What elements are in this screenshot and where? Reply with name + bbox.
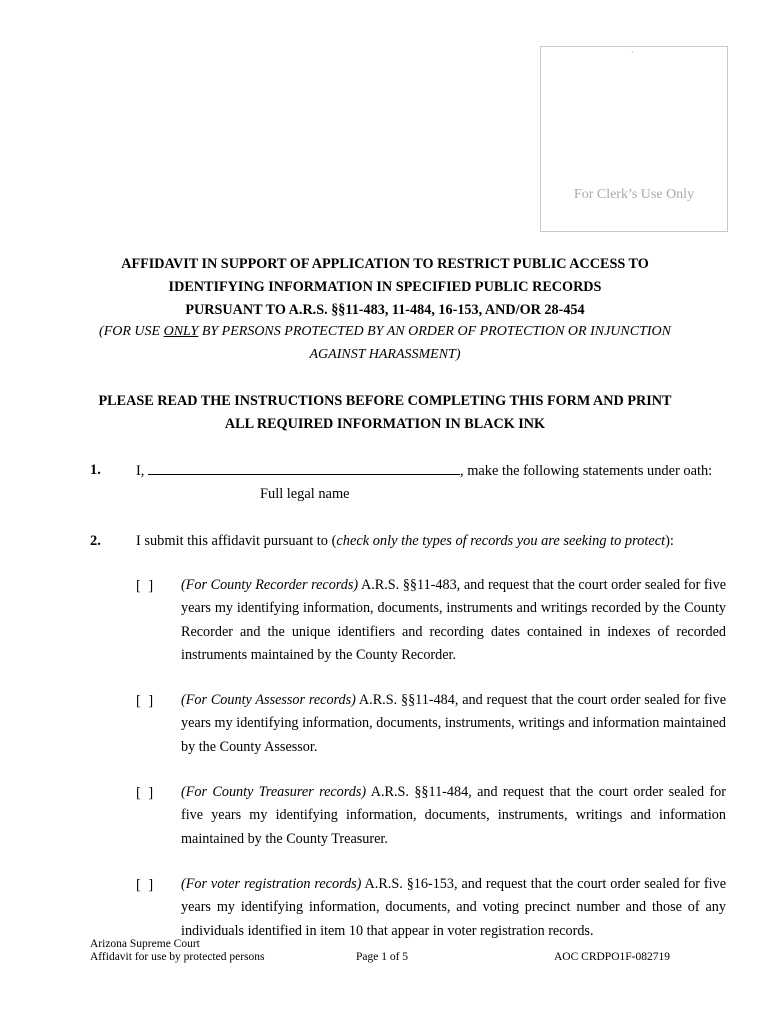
option-text: A.R.S. §§11-483, and request that the court order sealed for five years my identifying information, documents, instruments and writings recorded by the County Recorder and the unique identifiers and recording dates contained in indexes of recorded instruments maintained by the County Recorder. [181, 577, 726, 663]
subtitle-pre: (FOR USE [99, 324, 164, 339]
title-line-3: PURSUANT TO A.R.S. §§11-483, 11-484, 16-153, AND/OR 28-454 [185, 302, 585, 318]
item-2-text-post: ): [665, 533, 674, 549]
county-assessor-option [181, 689, 726, 759]
option-label: (For County Assessor records) [181, 692, 356, 708]
title-line-2: IDENTIFYING INFORMATION IN SPECIFIED PUBLIC RECORDS [168, 279, 602, 295]
title-line-1: AFFIDAVIT IN SUPPORT OF APPLICATION TO RESTRICT PUBLIC ACCESS TO [121, 256, 649, 272]
item-2-text-pre: I submit this affidavit pursuant to ( [136, 533, 337, 549]
option-label: (For County Recorder records) [181, 577, 359, 593]
clerk-use-label: For Clerk’s Use Only [573, 187, 695, 202]
subtitle-only: ONLY [163, 324, 199, 339]
item-1-prefix: I, [136, 463, 148, 479]
county-treasurer-checkbox[interactable]: [ ] [136, 785, 156, 801]
clerk-box-mark: ` [631, 50, 634, 60]
footer-page-number: Page 1 of 5 [356, 951, 409, 963]
full-legal-name-caption: Full legal name [260, 486, 350, 502]
option-text: A.R.S. §16-153, and request that the court order sealed for five years my identifying information, documents, and voting precinct number and those of any individuals identified in item 10 that appear in voter registration records. [181, 876, 726, 939]
item-1-statement [136, 462, 712, 480]
subtitle-post: BY PERSONS PROTECTED BY AN ORDER OF PROTECTION OR INJUNCTION [198, 324, 671, 339]
item-2-statement [136, 533, 674, 550]
county-recorder-checkbox[interactable]: [ ] [136, 578, 156, 594]
instructions-line-1: PLEASE READ THE INSTRUCTIONS BEFORE COMPLETING THIS FORM AND PRINT [98, 393, 672, 409]
footer-form-description: Affidavit for use by protected persons [90, 951, 265, 963]
title-subtitle-2: AGAINST HARASSMENT) [309, 347, 461, 362]
item-2-number: 2. [90, 533, 101, 549]
item-2-text-italic: check only the types of records you are seeking to protect [336, 533, 666, 549]
voter-registration-option [181, 873, 726, 943]
county-treasurer-option [181, 781, 726, 851]
footer-court: Arizona Supreme Court [90, 938, 200, 950]
option-label: (For County Treasurer records) [181, 784, 367, 800]
instructions-line-2: ALL REQUIRED INFORMATION IN BLACK INK [224, 416, 546, 432]
option-text: A.R.S. §§11-484, and request that the court order sealed for five years my identifying information, documents, instruments, writings and information maintained by the County Assessor. [181, 692, 726, 755]
full-legal-name-field[interactable] [148, 462, 460, 475]
option-text: A.R.S. §§11-484, and request that the court order sealed for five years my identifying information, documents, instruments, writings and information maintained by the County Treasurer. [181, 784, 726, 847]
footer-form-code: AOC CRDPO1F-082719 [554, 951, 670, 963]
item-1-number: 1. [90, 462, 101, 478]
county-assessor-checkbox[interactable]: [ ] [136, 693, 156, 709]
clerk-use-box [540, 46, 728, 232]
option-label: (For voter registration records) [181, 876, 362, 892]
county-recorder-option [181, 574, 726, 667]
item-1-suffix: , make the following statements under oath: [460, 463, 713, 479]
title-subtitle-1 [40, 324, 730, 340]
voter-registration-checkbox[interactable]: [ ] [136, 877, 156, 893]
